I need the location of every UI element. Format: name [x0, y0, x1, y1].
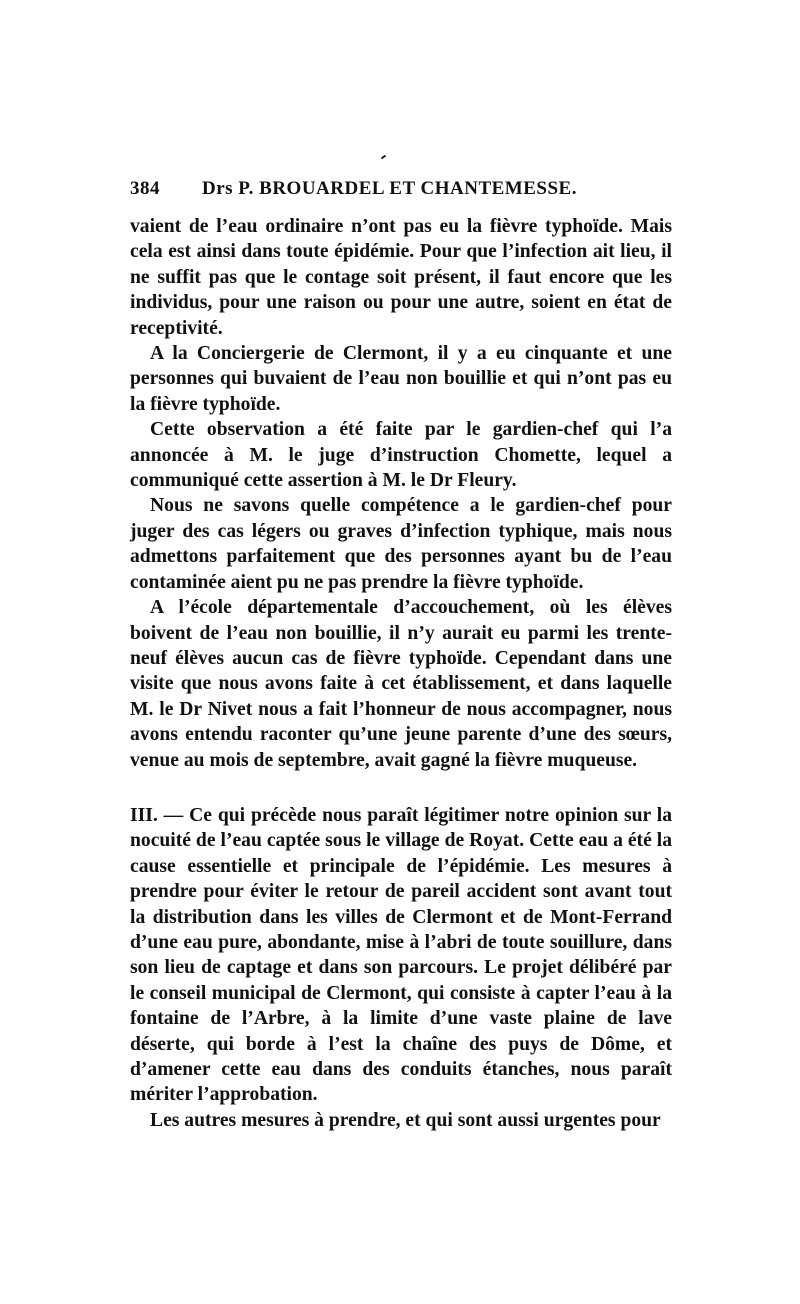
running-title: Drs P. BROUARDEL ET CHANTEMESSE. — [202, 178, 577, 199]
running-head — [130, 178, 672, 204]
page-number: 384 — [130, 178, 160, 199]
paragraph-competence: Nous ne savons quelle compétence a le gardien-chef pour juger des cas légers ou graves d’infection typhique, mais nous admettons parfaitement que des personnes ayant bu de l’eau contaminée aient pu ne pas prendre la fièvre typhoïde. — [130, 495, 672, 593]
paragraph-ecole: A l’école départementale d’accouchement, où les élèves boivent de l’eau non bouillie, il n’y aurait eu parmi les trente-neuf élèves aucun cas de fièvre typhoïde. Cependant dans une visite que nous avons faite à cet établissement, et dans laquelle M. le Dr Nivet nous a fait l’honneur de nous accompagner, nous avons entendu raconter qu’une jeune parente d’une des sœurs, venue au mois de septembre, avait gagné la fièvre muqueuse. — [130, 597, 672, 771]
paragraph-observation: Cette observation a été faite par le gardien-chef qui l’a annoncée à M. le juge d’instruction Chomette, lequel a communiqué cette assertion à M. le Dr Fleury. — [130, 419, 672, 492]
body-text — [130, 214, 672, 1133]
paragraph-autres-mesures: Les autres mesures à prendre, et qui sont aussi urgentes pour — [150, 1109, 661, 1131]
paragraph-continuation: vaient de l’eau ordinaire n’ont pas eu la fièvre typhoïde. Mais cela est ainsi dans toute épidémie. Pour que l’infection ait lieu, il ne suffit pas que le contage soit présent, il faut encore que les individus, pour une raison ou pour une autre, soient en état de receptivité. — [130, 216, 672, 339]
paragraph-section-iii: III. — Ce qui précède nous paraît légitimer notre opinion sur la nocuité de l’eau captée sous le village de Royat. Cette eau a été la cause essentielle et principale de l’épidémie. Les mesures à prendre pour éviter le retour de pareil accident sont avant tout la distribution dans les villes de Clermont et de Mont-Ferrand d’une eau pure, abondante, mise à l’abri de toute souillure, dans son lieu de captage et dans son parcours. Le projet délibéré par le conseil municipal de Clermont, qui consiste à capter l’eau à la fontaine de l’Arbre, à la limite d’une vaste plaine de lave déserte, qui borde à l’est la chaîne des puys de Dôme, et d’amener cette eau dans des conduits étanches, nous paraît mériter l’approbation. — [130, 804, 672, 1106]
ink-mark — [381, 155, 386, 160]
book-page — [130, 178, 672, 1133]
paragraph-conciergerie: A la Conciergerie de Clermont, il y a eu cinquante et une personnes qui buvaient de l’eau non bouillie et qui n’ont pas eu la fièvre typhoïde. — [130, 343, 672, 415]
